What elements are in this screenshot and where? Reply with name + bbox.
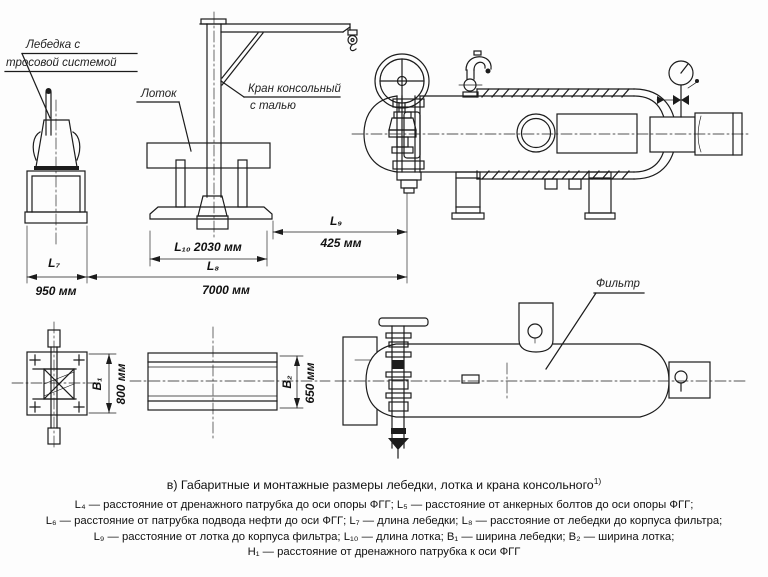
dim-l8: L₈ <box>206 259 220 273</box>
dimension-legend <box>4 498 764 561</box>
legend-line: L₆ — расстояние от патрубка подвода нефти до оси ФГГ; L₇ — длина лебедки; L₈ — расстояние от лебедки до корпуса фильтра; <box>45 514 723 527</box>
legend-line: L₄ — расстояние от дренажного патрубка до оси опоры ФГГ; L₅ — расстояние от анкерных болтов до оси опоры ФГГ; <box>74 499 694 511</box>
crane-label-line1: Кран консольный <box>248 83 341 95</box>
figure-caption-footnote: 1) <box>593 476 602 486</box>
figure-caption <box>0 476 768 492</box>
dim-l7: L₇ <box>48 256 60 270</box>
tray-plan-view <box>130 327 330 440</box>
filter-plan-view <box>335 303 745 458</box>
crane-label-line2: с талью <box>250 100 296 112</box>
dim-b2: B₂ <box>280 375 294 389</box>
dim-l9-value: 425 мм <box>320 236 362 250</box>
dim-b1: B₁ <box>90 377 104 391</box>
winch-label-line1: Лебедка с <box>26 39 81 51</box>
legend-line: L₉ — расстояние от лотка до корпуса фильтра; L₁₀ — длина лотка; B₁ — ширина лебедки; B₂ — ширина лотка; <box>93 530 675 543</box>
dim-l7-value: 950 мм <box>35 284 77 298</box>
dim-l10-with-value: L₁₀ 2030 мм <box>174 240 242 254</box>
dim-b2-value: 650 мм <box>303 362 317 404</box>
winch-label-line2: тросовой системой <box>6 57 117 69</box>
figure-caption-text: в) Габаритные и монтажные размеры лебедки, лотка и крана консольного <box>166 478 594 493</box>
dim-l8-value: 7000 мм <box>202 283 250 297</box>
tray-label: Лоток <box>141 88 177 100</box>
filter-vessel-side-view <box>352 51 748 219</box>
dim-l9: L₉ <box>329 214 343 228</box>
dim-b1-value: 800 мм <box>114 363 128 405</box>
filter-label: Фильтр <box>596 278 640 290</box>
winch-front-view <box>25 88 87 244</box>
legend-line: H₁ — расстояние от дренажного патрубка к оси ФГГ <box>247 546 521 559</box>
